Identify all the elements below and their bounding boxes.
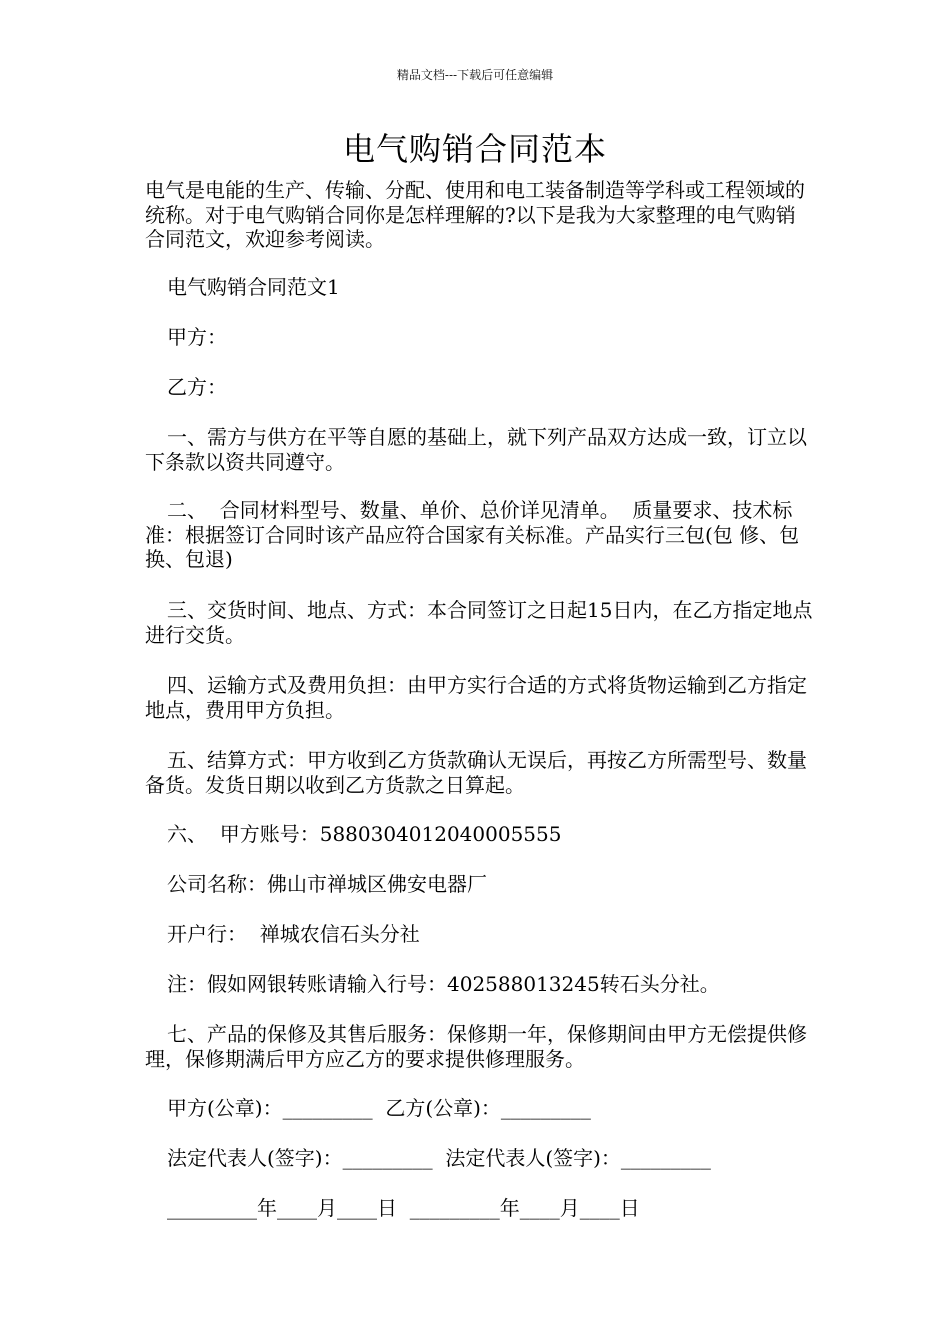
- clause-6-account: 六、 甲方账号：5880304012040005555: [167, 822, 562, 846]
- intro-paragraph: 电气是电能的生产、传输、分配、使用和电工装备制造等学科或工程领域的统称。对于电气购销合同你是怎样理解的?以下是我为大家整理的电气购销合同范文，欢迎参考阅读。: [145, 178, 805, 251]
- clause-1: 一、需方与供方在平等自愿的基础上，就下列产品双方达成一致，订立以下条款以资共同遵守。: [145, 425, 807, 474]
- date-line: _________年____月____日 _________年____月____日: [167, 1196, 640, 1220]
- clause-5: 五、结算方式：甲方收到乙方货款确认无误后，再按乙方所需型号、数量备货。发货日期以收到乙方货款之日算起。: [145, 748, 807, 797]
- party-b-line: 乙方：: [167, 375, 227, 399]
- bank-line: 开户行： 禅城农信石头分社: [167, 922, 420, 946]
- clause-3: 三、交货时间、地点、方式：本合同签订之日起15日内，在乙方指定地点进行交货。: [145, 598, 813, 647]
- party-a-line: 甲方：: [167, 325, 227, 349]
- header-note: 精品文档---下载后可任意编辑: [396, 68, 554, 82]
- clause-4: 四、运输方式及费用负担：由甲方实行合适的方式将货物运输到乙方指定地点，费用甲方负担。: [145, 673, 807, 722]
- seal-line: 甲方(公章)：_________ 乙方(公章)：_________: [167, 1096, 591, 1120]
- company-name-line: 公司名称：佛山市禅城区佛安电器厂: [167, 872, 487, 896]
- clause-2: 二、 合同材料型号、数量、单价、总价详见清单。 质量要求、技术标准：根据签订合同时该产品应符合国家有关标准。产品实行三包(包 修、包换、包退): [145, 498, 800, 571]
- note-line: 注：假如网银转账请输入行号：402588013245转石头分社。: [167, 972, 720, 996]
- signature-line: 法定代表人(签字)：_________ 法定代表人(签字)：_________: [167, 1146, 711, 1170]
- document-title: 电气购销合同范本: [342, 130, 607, 168]
- clause-7: 七、产品的保修及其售后服务：保修期一年，保修期间由甲方无偿提供修理，保修期满后甲方应乙方的要求提供修理服务。: [145, 1022, 807, 1071]
- section-heading: 电气购销合同范文1: [167, 275, 340, 299]
